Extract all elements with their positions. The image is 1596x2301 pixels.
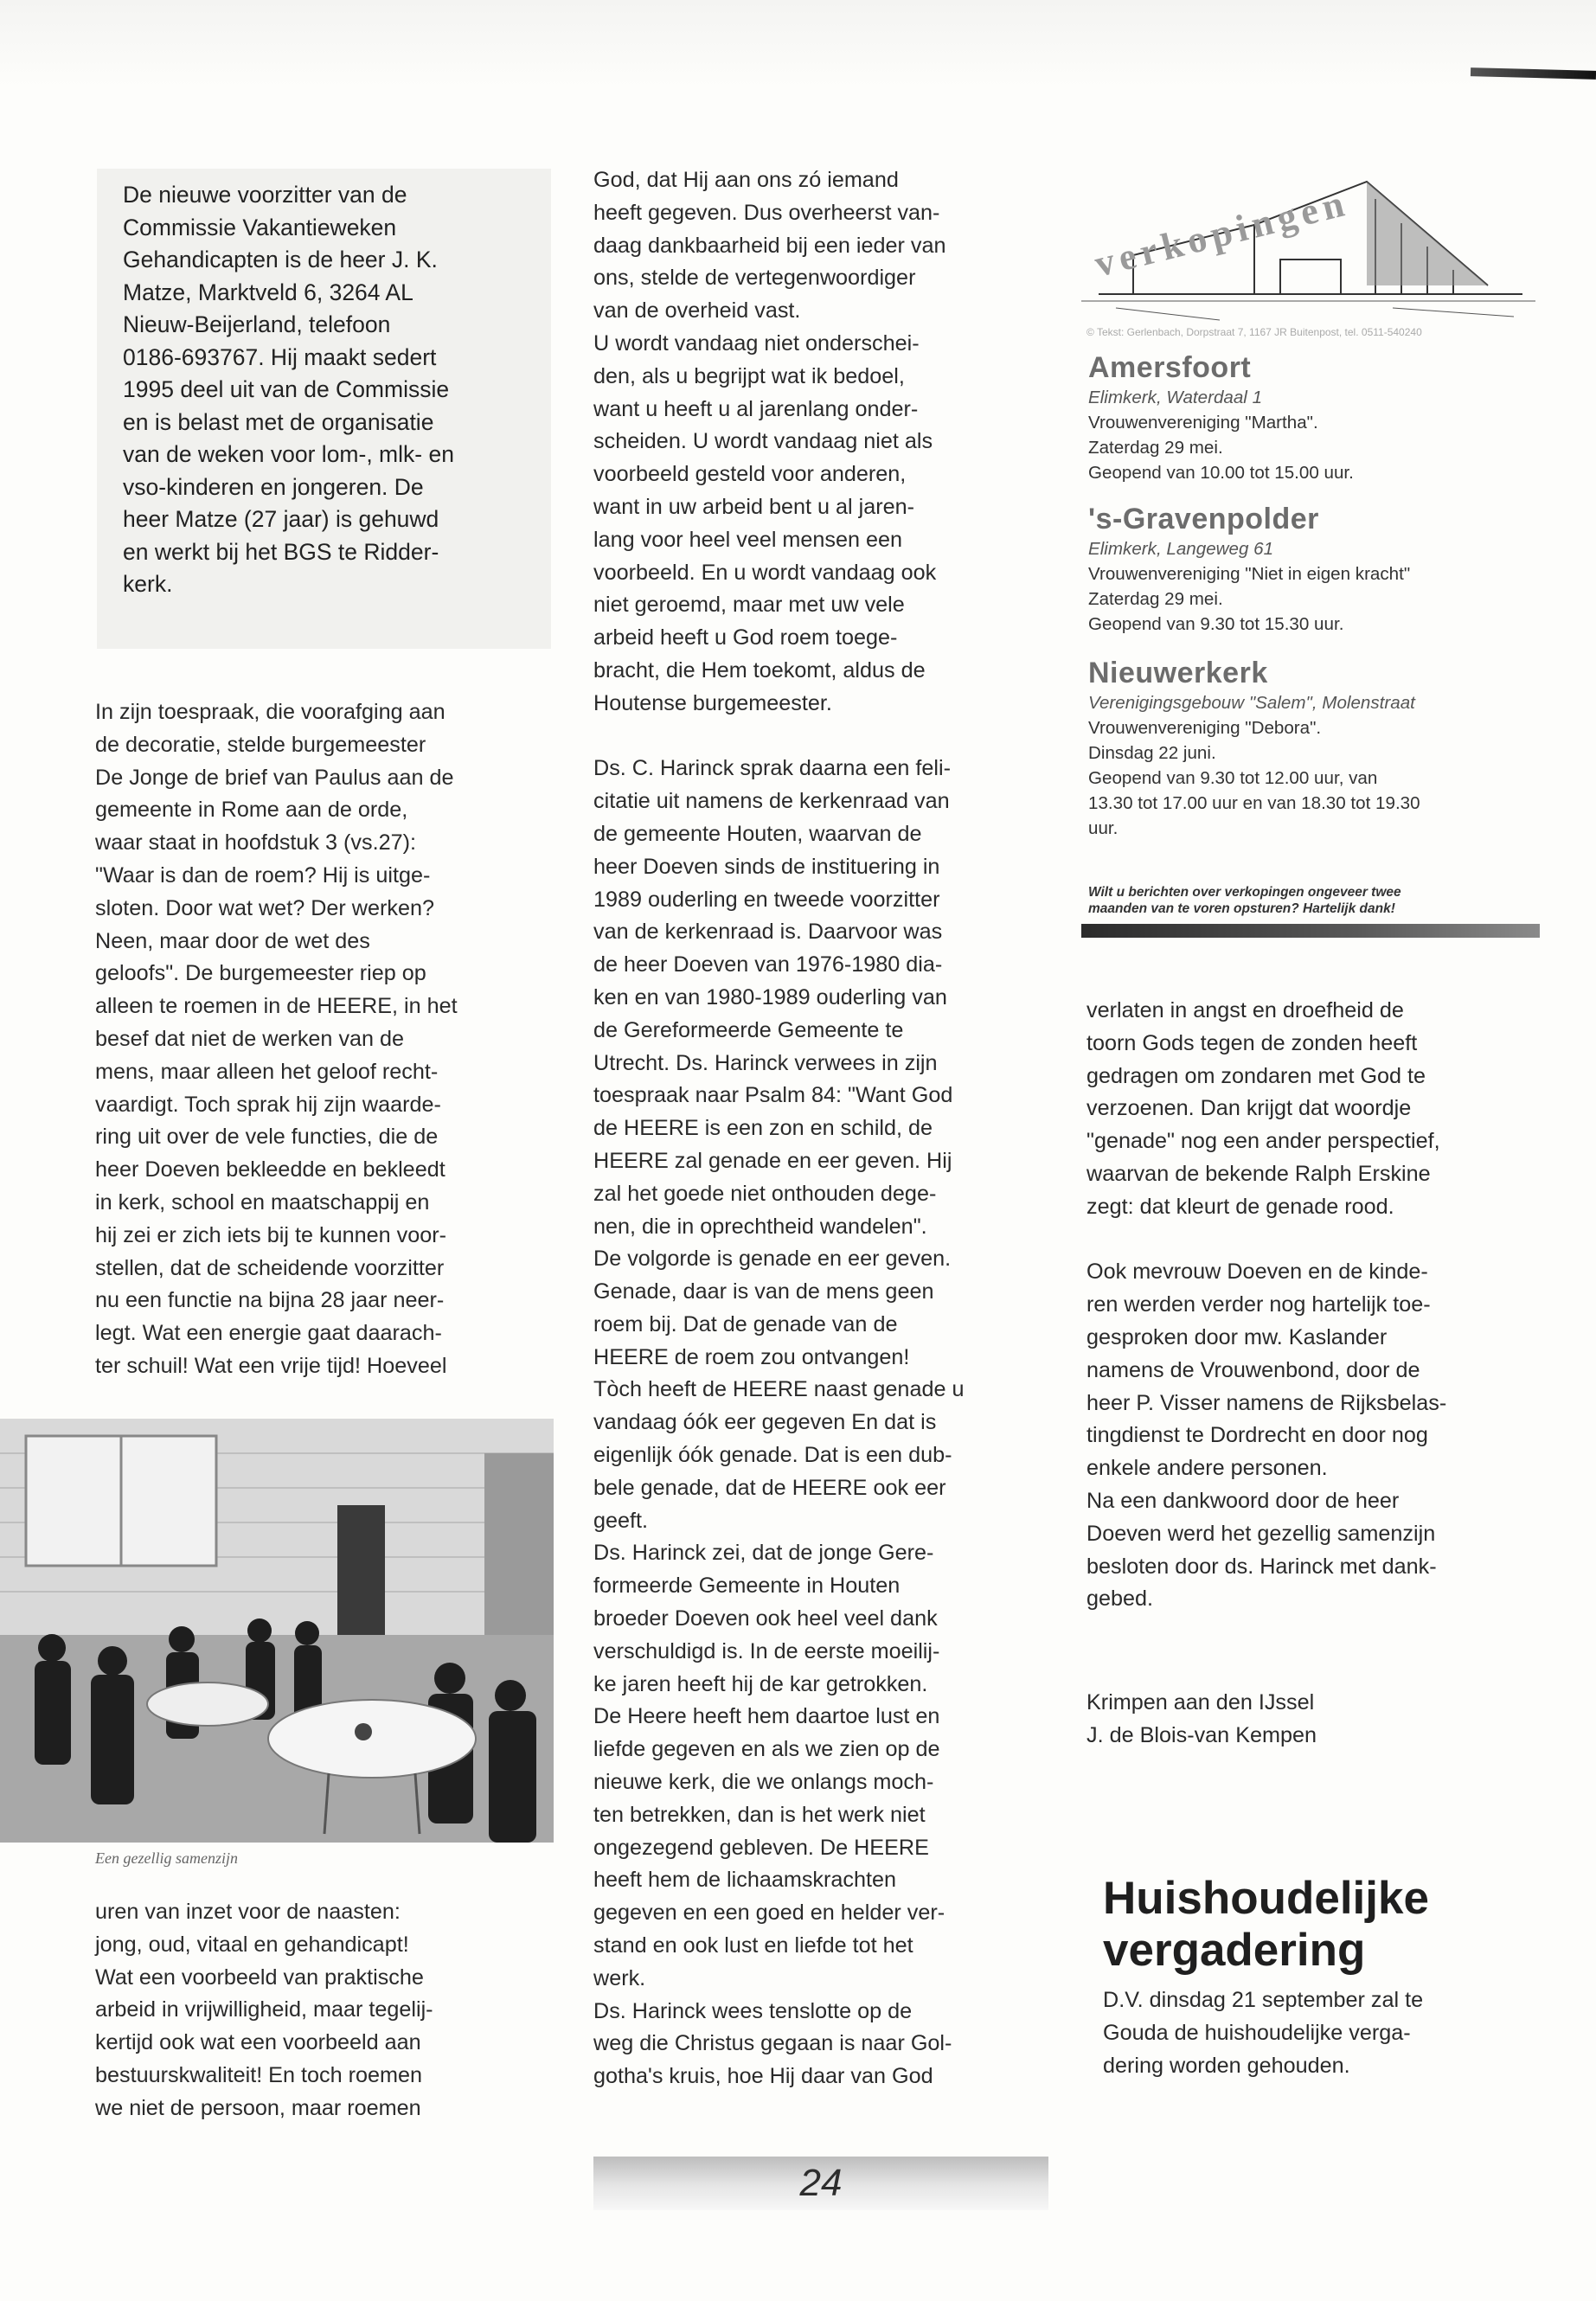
sales-banner-fineprint: © Tekst: Gerlenbach, Dorpstraat 7, 1167 JR Buitenpost, tel. 0511-540240 [1086,326,1422,338]
sales-section [1081,156,1548,952]
column-2-paragraph-4: Ds. Harinck zei, dat de jonge Gere- formeerde Gemeente in Houten broeder Doeven ook heel veel dank verschuldigd is. In de eerste moeilij- ke jaren heeft hij de kar getrokken. De Heere heeft hem daartoe lust en liefde gegeven en als we zien op de nieuwe kerk, die we onlangs moch- ten betrekken, dan is het werk niet ongezegend gebleven. De HEERE heeft hem de lichaamskrachten gegeven en een goed en helder ver- stand en ook lust en liefde tot het werk. [593,1541,945,1990]
sales-banner-title: verkopingen [1090,181,1354,285]
author-signature: Krimpen aan den IJssel J. de Blois-van Kempen [1086,1690,1317,1747]
sale-organization: Vrouwenvereniging "Niet in eigen kracht" [1088,564,1411,584]
sale-city: Amersfoort [1088,351,1252,384]
sales-submission-note: Wilt u berichten over verkopingen ongeveer twee maanden van te voren opsturen? Hartelijk dank! [1088,885,1401,916]
column-3-paragraph-1: verlaten in angst en droefheid de toorn Gods tegen de zonden heeft gedragen om zondaren met God te verzoenen. Dan krijgt dat woordje "genade" nog een ander perspectief, waarvan de bekende Ralph Erskine zegt: dat kleurt de genade rood. [1086,998,1440,1219]
column-3-paragraph-2: Ook mevrouw Doeven en de kinde- ren werden verder nog hartelijk toe- gesproken door mw. Kaslander namens de Vrouwenbond, door de heer P. Visser namens de Rijksbelas- tingdienst te Dordrecht en door nog enkele andere personen. [1086,1259,1447,1481]
column-2-paragraph-5: Ds. Harinck wees tenslotte op de weg die Christus gegaan is naar Gol- gotha's kruis, hoe Hij daar van God [593,1998,952,2089]
sale-organization: Vrouwenvereniging "Debora". [1088,718,1322,738]
sale-venue: Elimkerk, Waterdaal 1 [1088,388,1263,407]
sale-venue: Verenigingsgebouw "Salem", Molenstraat [1088,693,1415,713]
page-number: 24 [799,2162,843,2204]
sale-hours: Geopend van 10.00 tot 15.00 uur. [1088,463,1354,483]
committee-notice-box [97,169,551,649]
meeting-notice-body: D.V. dinsdag 21 september zal te Gouda de huishoudelijke verga- dering worden gehouden. [1103,1988,1424,2078]
sale-organization: Vrouwenvereniging "Martha". [1088,413,1318,433]
column-2-paragraph-2: U wordt vandaag niet onderschei- den, als u begrijpt wat ik bedoel, want u heeft u al jarenlang onder- scheiden. U wordt vandaag niet als voorbeeld gesteld voor anderen, want in uw arbeid bent u al jaren- lang voor heel veel mensen een voorbeeld. En u wordt vandaag ook niet geroemd, maar met uw vele arbeid heeft u God roem toege- bracht, die Hem toekomt, aldus de Houtense burgemeester. [593,330,937,715]
sale-hours: Geopend van 9.30 tot 15.30 uur. [1088,614,1344,634]
page-footer [593,2157,1048,2210]
meeting-notice-title: Huishoudelijke vergadering [1103,1873,1429,1976]
sales-banner [1081,156,1535,342]
column-1-top [95,696,549,1383]
sale-date: Zaterdag 29 mei. [1088,438,1223,458]
committee-notice-text: De nieuwe voorzitter van de Commissie Vakantieweken Gehandicapten is de heer J. K. Matze, Marktveld 6, 3264 AL Nieuw-Beijerland, telefoon 0186-693767. Hij maakt sedert 1995 deel uit van de Commissie en is belast met de organisatie van de weken voor lom-, mlk- en vso-kinderen en jongeren. De heer Matze (27 jaar) is gehuwd en werkt bij het BGS te Ridder- kerk. [123,182,454,597]
sale-date: Dinsdag 22 juni. [1088,743,1216,763]
sale-date: Zaterdag 29 mei. [1088,589,1223,609]
column-2-paragraph-1: God, dat Hij aan ons zó iemand heeft gegeven. Dus overheerst van- daag dankbaarheid bij een ieder van ons, stelde de vertegenwoordiger van de overheid vast. [593,168,946,324]
sale-entry-gravenpolder [1088,502,1410,637]
column-2 [593,164,1052,2093]
sale-city: 's-Gravenpolder [1088,503,1319,535]
sale-venue: Elimkerk, Langeweg 61 [1088,539,1274,559]
sale-hours: Geopend van 9.30 tot 12.00 uur, van 13.30 tot 17.00 uur en van 18.30 tot 19.30 uur. [1088,768,1420,838]
sales-divider-bar [1081,924,1540,938]
meeting-notice [1103,1873,1553,2082]
speech-paragraph: In zijn toespraak, die voorafging aan de decoratie, stelde burgemeester De Jonge de brief van Paulus aan de gemeente in Rome aan de orde, waar staat in hoofdstuk 3 (vs.27): "Waar is dan de roem? Hij is uitge- sloten. Door wat wet? Der werken? Neen, maar door de wet des geloofs". De burgemeester riep op alleen te roemen in de HEERE, in het besef dat niet de werken van de mens, maar alleen het geloof recht- vaardigt. Toch sprak hij zijn waarde- ring uit over de vele functies, die de heer Doeven bekleedde en bekleedt in kerk, school en maatschappij en hij zei er zich iets bij te kunnen voor- stellen, dat de scheidende voorzitter nu een functie na bijna 28 jaar neer- legt. Wat een energie gaat daarach- ter schuil! Wat een vrije tijd! Hoeveel [95,700,458,1378]
column-3-paragraph-3: Na een dankwoord door de heer Doeven werd het gezellig samenzijn besloten door ds. Harinck met dank- gebed. [1086,1488,1437,1612]
speech-paragraph-continued: uren van inzet voor de naasten: jong, oud, vitaal en gehandicapt! Wat een voorbeeld van praktische arbeid in vrijwilligheid, maar tegelij- kertijd ook wat een voorbeeld aan bestuurskwaliteit! En toch roemen we niet de persoon, maar roemen [95,1900,433,2120]
sale-entry-amersfoort [1088,350,1354,485]
photo-caption: Een gezellig samenzijn [95,1849,238,1867]
scan-edge [0,0,1596,87]
column-3 [1086,995,1528,1616]
sale-city: Nieuwerkerk [1088,657,1268,689]
column-2-paragraph-3: Ds. C. Harinck sprak daarna een feli- citatie uit namens de kerkenraad van de gemeente Houten, waarvan de heer Doeven sinds de instituering in 1989 ouderling en tweede voorzitter van de kerkenraad is. Daarvoor was de heer Doeven van 1976-1980 dia- ken en van 1980-1989 ouderling van de Gereformeerde Gemeente te Utrecht. Ds. Harinck verwees in zijn toespraak naar Psalm 84: "Want God de HEERE is een zon en schild, de HEERE zal genade en eer geven. Hij zal het goede niet onthouden dege- nen, die in oprechtheid wandelen". De volgorde is genade en eer geven. Genade, daar is van de mens geen roem bij. Dat de genade van de HEERE de roem zou ontvangen! Tòch heeft de HEERE naast genade u vandaag óók eer gegeven En dat is eigenlijk óók genade. Dat is een dub- bele genade, dat de HEERE ook eer geeft. [593,756,965,1533]
gathering-photo [0,1419,554,1843]
column-1-bottom [95,1896,549,2125]
sale-entry-nieuwerkerk [1088,656,1420,841]
